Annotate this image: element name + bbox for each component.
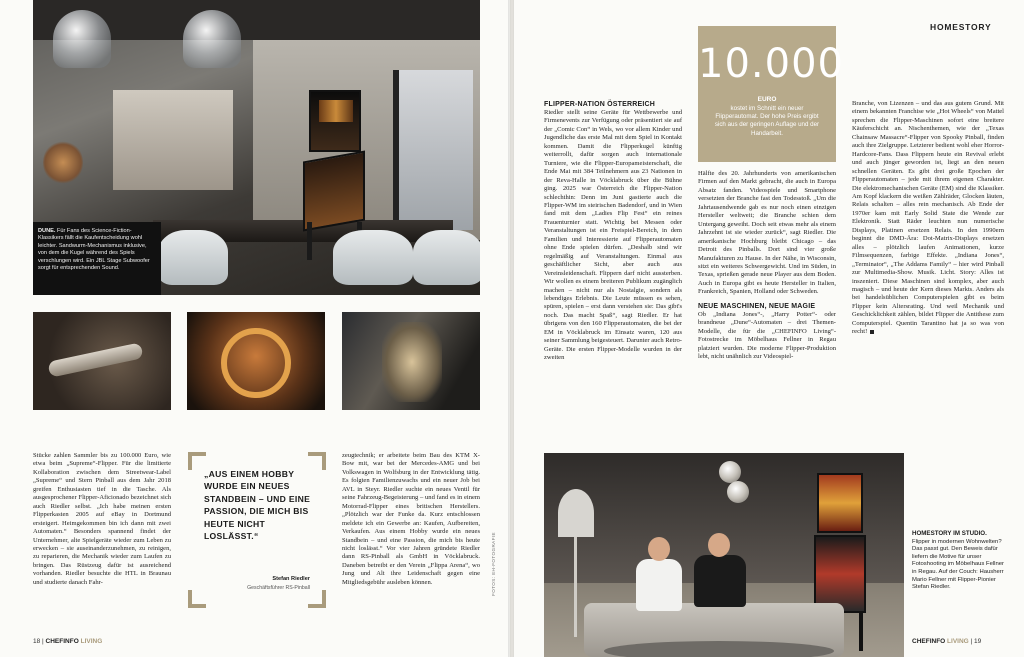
pendant-lamp xyxy=(719,461,741,483)
stat-label: EURO xyxy=(757,96,777,103)
studio-caption-title: HOMESTORY IM STUDIO. xyxy=(912,530,987,537)
article-text: Branche, von Lizenzen – und das aus gutem Grund. Mit einem bekannten Franchise wie „Hot Wheels“ von Mattel sprechen die Flipper-Maschinen sofort eine breitere Käuferschicht an. Nischenthemen, wie der „Texas Chainsaw Massacre“-Flipper von Spooky Pinball, finden auch ihre Zielgruppe. Letzterer bedient wohl eher Horror-Hardcore-Fans. Dass Flippern heute ein Revival erlebt und auch jünger geworden ist, liegt an den neuen schnellen Geräten. Es gibt drei große Epochen der Flipperautomaten – jede mit ihrem eigenen Charakter. Die elektromechanischen Geräte (EM) sind die Klassiker. Am Kopf klackern die weißen Zählräder, Glocken läuten, Relais schalten – alles rein mechanisch. Ab Ende der 1970er kam mit Early Solid State die Wende zur Elektronik. Statt Räder leuchten nun numerische Displays, Platinen ersetzen Relais. In den 1990ern beginnt die DMD-Ära: Dot-Matrix-Displays ersetzen alles – plötzlich laufen Animationen, kurze Filmsequenzen, farbige Effekte. „Indiana Jones“, „Terminator“, „The Addams Family“ – hier wird Pinball zur Multimedia-Show. Musik. Licht. Story: Alles ist inszeniert. Diese Maschinen sind komplex, aber auch magisch – und heute der Kern dieses Markts. Anders als bei handelsüblichen Computerspielen gibt es beim Flipper kein Altersrating. Und weil Mechanik und Geschicklichkeit zählen, bildet Flipper die Antithese zum Computerspiel. Quentin Tarantino hat ja so was von recht! xyxy=(852,100,1004,336)
photo-credit: FOTOS: EH-FOTOGRAFIE xyxy=(491,532,496,596)
studio-caption xyxy=(912,530,1004,592)
pendant-lamp xyxy=(727,481,749,503)
hero-caption xyxy=(33,222,161,295)
pendant-lamp xyxy=(53,10,111,68)
page-number: 19 xyxy=(974,638,982,645)
article-text: zeugtechnik; er arbeitete beim Bau des KTM X-Bow mit, war bei der Mercedes-AMG und bei Volkswagen in Wolfsburg in der Entwicklung tätig. Es folgten Familienzuwachs und ein neuer Job bei AVL in Steyr. Riedler suchte ein neues Ventil für seine Fahrzeug-Begeisterung – und fand es in einem Motorrad-Flipper eines britischen Herstellers. „Plötzlich war der Funke da. Kurz entschlossen meldete ich ein Gewerbe an: Kaufen, Aufbereiten, Verkaufen. Aus einem Hobby wurde ein neues Standbein – und eine Passion, die mich bis heute nicht loslässt.“ Vor vier Jahren gründete Riedler dann RS-Pinball als GmbH in Vöcklabruck. Daneben betreibt er den Verein „Flippa Arena“, wo Jung und Alt ihre Leidenschaft gegen eine Mitgliedsgebühr ausleben können. xyxy=(342,452,480,586)
page-folio-right: CHEFINFO LIVING | 19 xyxy=(912,638,982,645)
magazine-section: LIVING xyxy=(80,638,103,645)
stat-description: kostet im Schnitt ein neuer Flipperautomat. Der hohe Preis ergibt sich aus der geringen Auflage und der Handarbeit. xyxy=(714,105,820,137)
right-page xyxy=(514,0,1024,657)
end-mark-icon xyxy=(870,330,874,334)
stat-box xyxy=(698,26,844,162)
article-column-left-1 xyxy=(33,452,171,587)
article-text: Hälfte des 20. Jahrhunderts von amerikanischen Firmen auf den Markt gebracht, die auch in Europa Absatz fanden. Videospiele und Smartphone versetzten der Branche fast den Todesstoß. „Um die Jahrtausendwende gab es nur noch einen einzigen Hersteller weltweit; die Branche schien dem Untergang geweiht. Doch seit etwas mehr als einem Jahrzehnt ist sie wieder zurück“, sagt Riedler. Die amerikanische Hochburg bleibt Chicago – das Detroit des Pinballs. Dort sind vier große Manufakturen zu Hause. In der Nähe, in Wisconsin, sitzt ein weiteres Schwergewicht. Und im Süden, in Texas, sprießen gerade neue Player aus dem Boden. Auch in Europa gibt es heute Hersteller in Italien, Frankreich, Spanien, Holland oder Schweden. xyxy=(698,170,836,296)
left-page xyxy=(0,0,510,657)
thumbnail-playfield xyxy=(187,312,325,410)
article-column-right-2 xyxy=(698,170,836,362)
magazine-brand: CHEFINFO xyxy=(45,638,79,645)
stat-number: 10.000 xyxy=(698,41,844,87)
magazine-brand: CHEFINFO xyxy=(912,638,946,645)
section-tag: HOMESTORY xyxy=(930,22,992,32)
article-text: Ob „Indiana Jones“-, „Harry Potter“- oder brandneue „Dune“-Automaten – drei Themen-Modelle, die für die „CHEFINFO Living“-Fotostrecke im Möbelhaus Fellner in Regau platziert wurden. Die moderne Flipper-Produktion lebt, nicht unähnlich zur Videospiel- xyxy=(698,310,836,361)
page-number: 18 xyxy=(33,638,41,645)
article-column-right-3 xyxy=(852,100,1004,337)
hero-caption-lead: DUNE. xyxy=(38,228,56,234)
floor-lamp xyxy=(558,489,594,537)
pull-quote-role: Geschäftsführer RS-Pinball xyxy=(247,585,310,591)
pull-quote-text: „AUS EINEM HOBBY WURDE EIN NEUES STANDBEIN – UND EINE PASSION, DIE MICH BIS HEUTE NICHT LOSLÄSST.“ xyxy=(204,469,311,542)
studio-photo xyxy=(544,453,904,657)
hero-caption-text: Für Fans des Science-Fiction-Klassikers fällt die Kaufentscheidung wohl leichter. Sandwurm-Mechanismus inklusive, von dem die Kugel während des Spiels verschlungen wird. Ein JBL Stage Subwoofer sorgt für entsprechenden Sound. xyxy=(38,228,150,272)
pull-quote-author: Stefan Riedler xyxy=(272,576,310,582)
subheading: NEUE MASCHINEN, NEUE MAGIE xyxy=(698,302,816,310)
magazine-section: LIVING xyxy=(947,638,969,645)
article-text: Riedler stellt seine Geräte für Wettbewerbe und Firmenevents zur Verfügung oder präsentiert sie auf der „Comic Con“ in Wels, wo vor allem Kinder und Jugendliche das erste Mal mit dem Spiel in Kontakt kommen. Damit die Flipperkugel künftig weiterrollt, dafür sorgen auch internationale Turniere, wie die Flipper-Europameisterschaft, die Ende Mai mit 384 Teilnehmern aus 23 Nationen in der Reva-Halle in Vöcklabruck über die Bühne ging. 2025 war Österreich die Flipper-Nation schlechthin: Denn im Juni gastierte auch die Flipper-WM im steirischen Badendorf, und in Wien fand mit dem „Ladies Flip Fest“ ein reines Frauenturnier statt. Wichtig bei Messen oder Veranstaltungen ist ein Freispiel-Bereich, in dem Familien und Interessierte auf Flipperautomaten ohne Ende spielen dürfen. „Deshalb sind wir regelmäßig auf Veranstaltungen. Einmal aus geschäftlicher Sicht, aber auch aus Vereinsleidenschaft. Flippern darf nicht aussterben. Wir wollen es einem breiteren Publikum zugänglich machen – nicht nur als Nostalgie, sondern als lebendiges Erlebnis. Die Leute müssen es sehen, spüren, spielen – erst dann verstehen sie: Das gibt's noch. Das macht Spaß“, sagt Riedler. Er hat übrigens von den 160 Flipperautomaten, die bei der EM in Vöcklabruck im Einsatz waren, 120 aus seiner Sammlung beigesteuert. Darunter auch Retro-Geräte. Die ersten Flipper-Modelle wurden in der zweiten xyxy=(544,109,682,362)
thumbnail-dune-artwork xyxy=(342,312,480,410)
pendant-lamp xyxy=(183,10,241,68)
subheading: FLIPPER-NATION ÖSTERREICH xyxy=(544,101,656,108)
article-text: Stücke zahlen Sammler bis zu 100.000 Euro, wie etwa beim „Supreme“-Flipper. Für die limitierte Kollaboration zwischen dem Streetwear-Label „Supreme“ und Stern Pinball aus dem Jahr 2018 greifen Enthusiasten tief in die Tasche. Als ausgesprochener Flipper-Aficionado bezeichnet sich auch Riedler selbst. „Ich habe meinen ersten Flipperkasten 2005 auf eBay in Dortmund ersteigert. Heimgekommen bin ich dann mit zwei Automaten.“ Besonders spannend findet der Unternehmer, alte Spielgeräte wieder zum Leben zu erwecken – sie auseinanderzunehmen, zu reinigen, zu reparieren, die Mechanik wieder zum Laufen zu bringen. Das Rüstzeug dafür ist ausreichend vorhanden. Riedler besuchte die HTL in Braunau und studierte danach Fahr- xyxy=(33,452,171,586)
studio-caption-text: Flipper in modernen Wohnwelten? Das passt gut. Den Beweis dafür liefern die Motive für unser Fotoshooting im Möbelhaus Fellner in Regau. Auf der Couch: Hausherr Mario Fellner mit Flipper-Pionier Stefan Riedler. xyxy=(912,538,1005,591)
pull-quote xyxy=(188,452,326,608)
article-column-right-1 xyxy=(544,100,682,363)
article-column-left-3 xyxy=(342,452,480,587)
thumbnail-flipper-lever xyxy=(33,312,171,410)
page-folio-left: 18 | CHEFINFO LIVING xyxy=(33,638,103,645)
